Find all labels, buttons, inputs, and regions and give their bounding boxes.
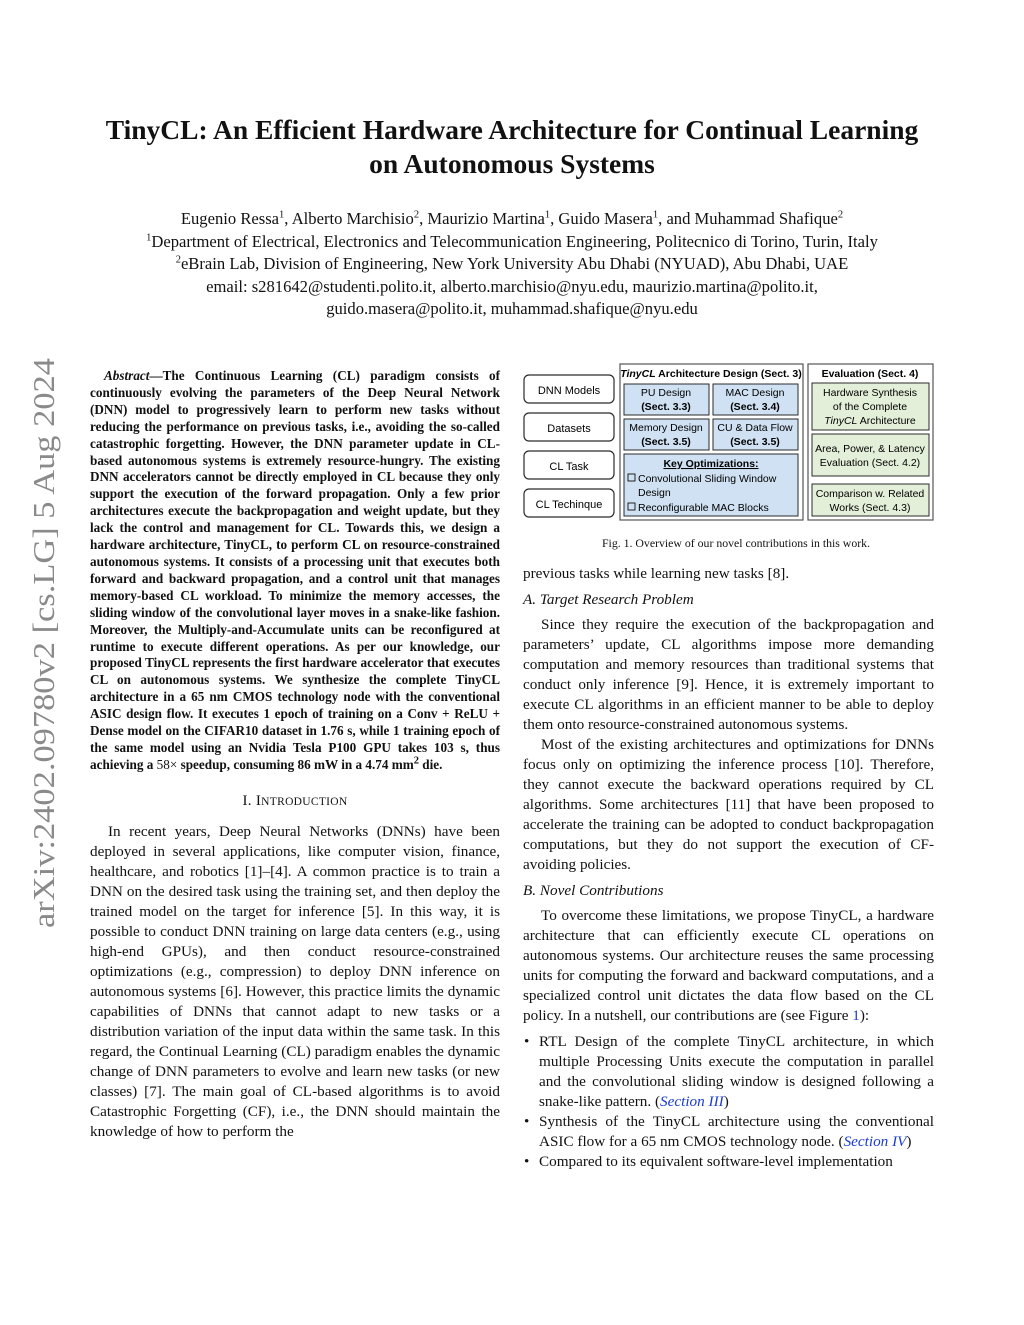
box-label: Hardware Synthesis	[823, 387, 917, 399]
key-optimization-item: Reconfigurable MAC Blocks	[638, 502, 769, 514]
list-item: • Synthesis of the TinyCL architecture using the conventional ASIC flow for a 65 nm CMOS technology node. (Section IV)	[539, 1112, 934, 1152]
aff-marker: 2	[837, 209, 844, 221]
box-label: (Sect. 3.4)	[730, 401, 780, 413]
abstract-label: Abstract	[104, 368, 150, 383]
aff-marker: 1	[544, 209, 551, 221]
input-label: CL Task	[549, 461, 589, 473]
box-label: MAC Design	[725, 387, 785, 399]
section-link[interactable]: Section IV	[843, 1133, 907, 1150]
section-a-paragraph-2: Most of the existing architectures and optimizations for DNNs focus only on optimizing the inference process [10]. Therefore, they cannot execute the backward operations required by CL algorithms. Some architectures [11] that have been proposed to accelerate the training can be adopted to conduct backpropagation computations, but they do not support the execution of CF-avoiding policies.	[523, 736, 934, 873]
affiliation-1: $^1$Department of Electrical, Electronics and Telecommunication Engineering, Politecnico di Torino, Turin, Italy	[146, 231, 878, 251]
list-item: • Compared to its equivalent software-level implementation	[539, 1152, 934, 1172]
affiliation-2: $^2$eBrain Lab, Division of Engineering, New York University Abu Dhabi (NYUAD), Abu Dhabi, UAE	[175, 254, 849, 274]
section-a-paragraph-1: Since they require the execution of the backpropagation and parameters’ update, CL algorithms impose more demanding computation and memory resources than traditional systems that conduct only inference [9]. Hence, it is extremely important to execute CL algorithms in an efficient manner to be able to deploy them onto resource-constrained autonomous systems.	[523, 616, 934, 733]
intro-paragraph: In recent years, Deep Neural Networks (DNNs) have been deployed in several applications, like computer vision, finance, healthcare, and robotics [1]–[4]. A common practice is to train a DNN on the desired task using the training set, and then deploy the trained model on the target for inference [5]. In this way, it is possible to conduct DNN training on large data centers (e.g., using high-end GPUs), and then conduct resource-constrained optimizations (e.g., compression) to deploy DNN inference on autonomous systems [6]. However, this practice limits the dynamic capabilities of DNNs that cannot adapt to new tasks or a distribution variation of the input data within the same task. In this regard, the Continual Learning (CL) paradigm enables the dynamic change of DNN parameters to evolve and learn new tasks (or new classes) [7]. The main goal of CL-based algorithms is to avoid Catastrophic Forgetting (CF), i.e., the DNN should maintain the knowledge of how to perform the	[90, 822, 500, 1140]
author-name: Alberto Marchisio	[291, 209, 414, 228]
section-b-paragraph-1: To overcome these limitations, we propose TinyCL, a hardware architecture that can efficiently execute CL operations on autonomous systems. Our architecture reuses the same processing units for computing the forward and backward computations, and a specialized control unit dictates the data flow based on the CL policy. In a nutshell, our contributions are (see Figure 1):	[523, 907, 934, 1024]
subsection-heading-a: A. Target Research Problem	[523, 591, 694, 608]
list-item: • RTL Design of the complete TinyCL architecture, in which multiple Processing Units execute the computation in parallel and the convolutional sliding window is designed following a snake-like pattern. (Section III)	[539, 1032, 934, 1112]
box-label: (Sect. 3.3)	[641, 401, 691, 413]
author-name: and Muhammad Shafique	[666, 209, 838, 228]
aff-marker: 2	[175, 254, 181, 266]
email-line-1: email: s281642@studenti.polito.it, alberto.marchisio@nyu.edu, maurizio.martina@polito.it,	[206, 276, 818, 296]
key-optimization-item: Convolutional Sliding Window	[638, 473, 777, 485]
title-line-2: on Autonomous Systems	[369, 148, 655, 179]
arxiv-id: arXiv:2402.09780v2 [cs.LG] 5 Aug 2024	[26, 414, 61, 928]
box-label: Comparison w. Related	[815, 488, 925, 500]
author-block	[60, 208, 964, 321]
author-name: Eugenio Ressa	[180, 209, 280, 228]
abstract-text-after: speedup, consuming 86 mW in a 4.74 mm	[180, 756, 414, 772]
section-link[interactable]: Section III	[660, 1093, 724, 1110]
evaluation-title: Evaluation (Sect. 4)	[821, 368, 919, 380]
subsection-heading-b: B. Novel Contributions	[523, 882, 664, 899]
box-label: Evaluation (Sect. 4.2)	[819, 457, 921, 469]
abstract	[90, 368, 500, 774]
architecture-title: TinyCL Architecture Design (Sect. 3)	[620, 368, 802, 380]
abstract-text: The Continuous Learning (CL) paradigm consists of continuously evolving the parameters of the Deep Neural Network (DNN) model to progressively learn to perform new tasks without reducing the performance on previous tasks, i.e., avoiding the so-called catastrophic forgetting. However, the DNN parameter update in CL-based autonomous systems is extremely resource-hungry. The existing DNN accelerators cannot be directly employed in CL because they only support the execution of the forward propagation. Only a few prior architectures execute the backpropagation and weight update, but they lack the control and management for CL. Towards this, we design a hardware architecture, TinyCL, to perform CL on resource-constrained autonomous systems. It consists of a processing unit that executes both forward and backward propagation, and a control unit that manages memory-based CL workload. To minimize the memory accesses, the sliding window of the convolutional layer moves in a snake-like fashion. Moreover, the Multiply-and-Accumulate units can be reconfigured at runtime to execute different operations. As per our knowledge, our proposed TinyCL represents the first hardware accelerator that executes CL on autonomous systems. We synthesize the complete TinyCL architecture in a 65 nm CMOS technology node with the conventional ASIC design flow. It executes 1 epoch of training on a Conv + ReLU + Dense model on the CIFAR10 dataset in 1.76 s, while 1 training epoch of the same model using an Nvidia Tesla P100 GPU takes 103 s, thus achieving a	[90, 368, 500, 772]
box-label: Area, Power, & Latency	[815, 443, 925, 455]
area-power-latency-box	[812, 434, 929, 476]
author-name: Maurizio Martina	[427, 209, 545, 228]
right-column	[523, 564, 934, 1172]
paper-title	[80, 113, 944, 181]
aff-marker: 1	[652, 209, 659, 221]
box-label: CU & Data Flow	[717, 422, 793, 434]
box-label: TinyCL Architecture	[824, 415, 916, 427]
figure-1-link[interactable]: 1	[852, 1007, 860, 1024]
key-optimizations-title: Key Optimizations:	[663, 458, 759, 470]
box-label: (Sect. 3.5)	[730, 436, 780, 448]
figure-1	[520, 360, 940, 525]
speedup-value: 58×	[156, 756, 178, 772]
box-label: PU Design	[640, 387, 692, 399]
key-optimization-item: Design	[638, 487, 671, 499]
input-label: Datasets	[547, 423, 591, 435]
box-label: (Sect. 3.5)	[641, 436, 691, 448]
author-list: Eugenio Ressa$^1$, Alberto Marchisio$^2$, Maurizio Martina$^1$, Guido Masera$^1$, and Muhammad Shafique$^2$	[180, 209, 844, 228]
email-line-2: guido.masera@polito.it, muhammad.shafique@nyu.edu	[326, 299, 698, 319]
arxiv-stamp	[20, 356, 66, 930]
author-name: Guido Masera	[558, 209, 653, 228]
abstract-text-end: die.	[422, 756, 443, 772]
left-column	[90, 368, 500, 1142]
section-heading-introduction: I. INTRODUCTION	[242, 792, 348, 809]
input-label: CL Techinque	[535, 499, 603, 511]
contribution-list	[523, 1032, 934, 1172]
intro-paragraph-continued: previous tasks while learning new tasks [8].	[523, 565, 790, 582]
superscript: 2	[413, 755, 419, 767]
box-label: Memory Design	[629, 422, 703, 434]
figure-caption: Fig. 1. Overview of our novel contributions in this work.	[601, 536, 871, 550]
box-label: Works (Sect. 4.3)	[829, 502, 911, 514]
aff-marker: 1	[146, 232, 152, 244]
abstract-dash: —	[149, 368, 163, 383]
title-line-1: TinyCL: An Efficient Hardware Architecture for Continual Learning	[105, 114, 919, 145]
aff-marker: 1	[279, 209, 285, 221]
box-label: of the Complete	[832, 401, 908, 413]
aff-marker: 2	[413, 209, 420, 221]
input-label: DNN Models	[537, 385, 601, 397]
